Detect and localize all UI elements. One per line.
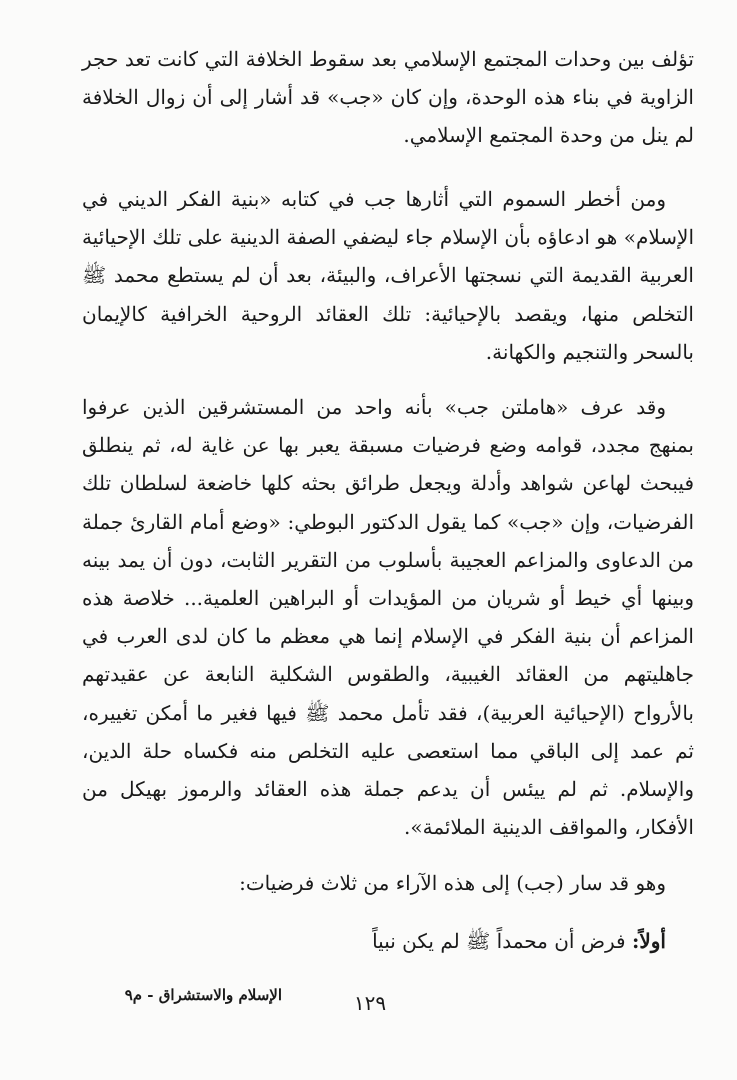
first-hypothesis-label: أولاً: (631, 929, 666, 953)
first-hypothesis-text: فرض أن محمداً ﷺ لم يكن نبياً (372, 929, 632, 953)
footer-divider (62, 976, 682, 977)
running-footer-book-title: الإسلام والاستشراق - م٩ (124, 986, 282, 1004)
page-number: ١٢٩ (353, 991, 387, 1015)
first-hypothesis (82, 922, 694, 960)
paragraph-gibb-method: وقد عرف «هاملتن جب» بأنه واحد من المستشرقين الذين عرفوا بمنهج مجدد، قوامه وضع فرضيات مسبقة يعبر بها عن غاية له، ثم ينطلق فيبحث لهاعن شواهد وأدلة ويجعل طرائق بحثه كلها خاضعة لسلطان تلك الفرضيات، وإن «جب» كما يقول الدكتور البوطي: «وضع أمام القارئ جملة من الدعاوى والمزاعم العجيبة بأسلوب من التقرير الثابت، دون أن يمد بينه وبينها أي خيط أو شريان من المؤيدات أو البراهين العلمية... خلاصة هذه المزاعم أن بنية الفكر في الإسلام إنما هي معظم ما كان لدى العرب في جاهليتهم من العقائد الغيبية، والطقوس الشكلية النابعة عن عقيدتهم بالأرواح (الإحيائية العربية)، فقد تأمل محمد ﷺ فيها فغير ما أمكن تغييره، ثم عمد إلى الباقي مما استعصى عليه التخلص منه فكساه حلة الدين، والإسلام. ثم لم ييئس أن يدعم جملة هذه العقائد والرموز بهيكل من الأفكار، والمواقف الدينية الملائمة». (82, 395, 694, 840)
paragraph-gibb-poisons: ومن أخطر السموم التي أثارها جب في كتابه «بنية الفكر الديني في الإسلام» هو ادعاؤه بأن الإسلام جاء ليضفي الصفة الدينية على تلك الإحيائية العربية القديمة التي نسجتها الأعراف، والبيئة، بعد أن لم يستطع محمد ﷺ التخلص منها، ويقصد بالإحيائية: تلك العقائد الروحية الخرافية كالإيمان بالسحر والتنجيم والكهانة. (82, 187, 694, 364)
paragraph-three-hypotheses: وهو قد سار (جب) إلى هذه الآراء من ثلاث فرضيات: (239, 871, 666, 895)
paragraph-continuation: تؤلف بين وحدات المجتمع الإسلامي بعد سقوط الخلافة التي كانت تعد حجر الزاوية في بناء هذه الوحدة، وإن كان «جب» قد أشار إلى أن زوال الخلافة لم ينل من وحدة المجتمع الإسلامي. (82, 47, 694, 148)
